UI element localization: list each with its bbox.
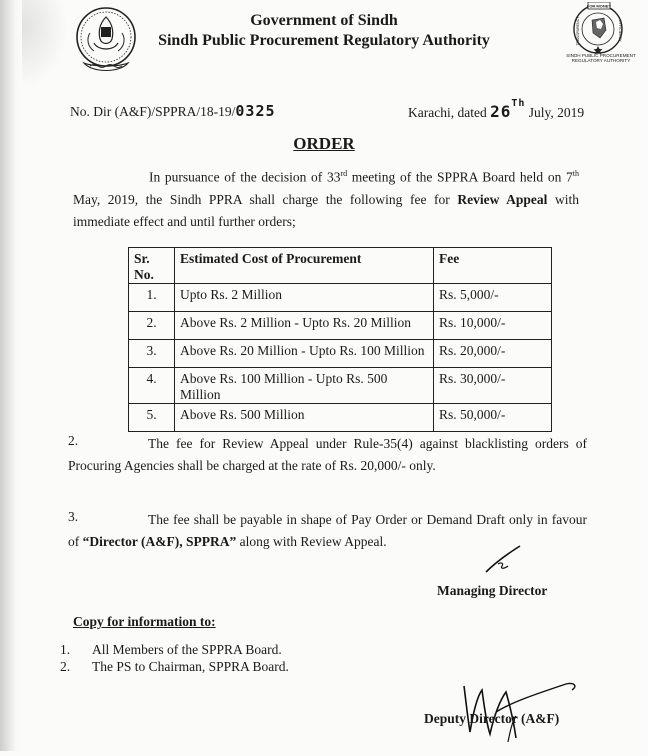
paragraph-2-text: The fee for Review Appeal under Rule-35(4) against blacklisting orders of Procuring Agencies shall be charged at the rate of Rs. 20,000/- only. <box>68 436 587 473</box>
paragraph-2-number: 2. <box>68 433 79 448</box>
para1-bold-review-appeal: Review Appeal <box>457 191 548 207</box>
row-fee: Rs. 30,000/- <box>434 368 552 404</box>
seal-left-text: TRANSPARENCY <box>576 16 580 46</box>
para1-sup-th: th <box>572 169 579 178</box>
date-line <box>408 97 585 121</box>
managing-director-title: Managing Director <box>437 583 548 598</box>
list-item <box>60 659 289 675</box>
list-item-text: The PS to Chairman, SPPRA Board. <box>92 659 289 674</box>
letter-number <box>70 102 276 120</box>
document-title: ORDER <box>293 134 355 153</box>
table-row <box>129 284 552 312</box>
list-item-number: 1. <box>60 642 71 657</box>
table-row <box>129 404 552 432</box>
row-cost: Above Rs. 100 Million - Upto Rs. 500 Million <box>175 368 434 404</box>
list-item-number: 2. <box>60 659 71 674</box>
table-row <box>129 368 552 404</box>
para1-text-d: with immediate effect and until further orders; <box>73 191 579 229</box>
list-item <box>60 642 282 658</box>
para3-text-b: along with Review Appeal. <box>236 534 387 549</box>
row-cost: Above Rs. 2 Million - Upto Rs. 20 Million <box>175 312 434 340</box>
row-sr: 4. <box>129 368 175 404</box>
paragraph-3-number: 3. <box>68 509 79 524</box>
para1-text-b: meeting of the SPPRA Board held on 7 <box>347 169 573 185</box>
government-heading: Government of Sindh <box>250 12 398 29</box>
row-sr: 5. <box>129 404 175 432</box>
scan-shadow <box>0 0 22 751</box>
list-item-text: All Members of the SPPRA Board. <box>92 642 282 657</box>
row-sr: 2. <box>129 312 175 340</box>
date-month-year: July, 2019 <box>528 105 585 120</box>
para1-text-c: May, 2019, the Sindh PPRA shall charge the following fee for <box>73 191 458 207</box>
table-header-row <box>129 248 552 284</box>
copy-heading: Copy for information to: <box>73 614 216 629</box>
date-day-suffix: Th <box>511 97 526 109</box>
row-fee: Rs. 20,000/- <box>434 340 552 368</box>
managing-director-signature <box>480 542 530 583</box>
row-fee: Rs. 50,000/- <box>434 404 552 432</box>
letter-number-printed: No. Dir (A&F)/SPPRA/18-19/ <box>70 104 236 119</box>
seal-right-text: EFFICIENCY <box>618 20 622 42</box>
header-fee: Fee <box>434 248 552 284</box>
seal-authority-line1: SINDH PUBLIC PROCUREMENT <box>566 53 636 58</box>
header-estimated-cost: Estimated Cost of Procurement <box>175 248 434 284</box>
seal-top-text: FOR MONEY <box>586 3 612 9</box>
para1-sup-rd: rd <box>340 169 348 178</box>
para3-text-a: The fee shall be payable in shape of Pay Order or Demand Draft only in favour of <box>68 512 587 549</box>
table-row <box>129 340 552 368</box>
row-fee: Rs. 10,000/- <box>434 312 552 340</box>
date-day-handwritten: 26 <box>490 102 512 121</box>
letter-number-handwritten: 0325 <box>235 102 276 120</box>
row-sr: 1. <box>129 284 175 312</box>
para1-text-a: In pursuance of the decision of 33 <box>149 169 341 185</box>
row-sr: 3. <box>129 340 175 368</box>
row-cost: Upto Rs. 2 Million <box>175 284 434 312</box>
authority-heading: Sindh Public Procurement Regulatory Authority <box>158 32 490 49</box>
paragraph-1 <box>73 163 579 233</box>
para3-bold-payee: “Director (A&F), SPPRA” <box>82 534 237 549</box>
row-fee: Rs. 5,000/- <box>434 284 552 312</box>
table-row <box>129 312 552 340</box>
fee-table <box>128 247 552 432</box>
row-cost: Above Rs. 500 Million <box>175 404 434 432</box>
header-sr-no: Sr. No. <box>129 248 175 284</box>
seal-authority-line2: REGULATORY AUTHORITY <box>571 58 631 63</box>
date-place: Karachi, dated <box>408 105 487 120</box>
row-cost: Above Rs. 20 Million - Upto Rs. 100 Million <box>175 340 434 368</box>
deputy-director-title: Deputy Director (A&F) <box>424 711 560 726</box>
